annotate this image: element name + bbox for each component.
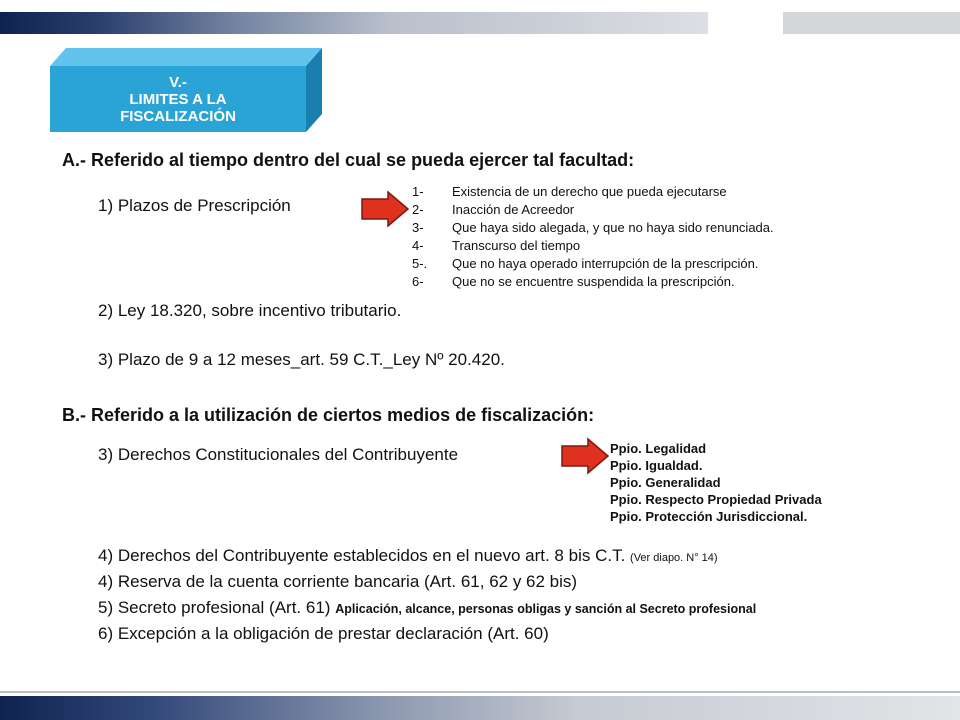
list-item: 1- Existencia de un derecho que pueda ejecutarse (412, 184, 727, 199)
list-item: Ppio. Legalidad (610, 441, 707, 456)
list-item: 6- Que no se encuentre suspendida la prescripción. (412, 274, 735, 289)
section-title-box (50, 48, 322, 132)
item-5-note: Aplicación, alcance, personas obligas y sanción al Secreto profesional (335, 602, 757, 616)
section-b-heading: B.- Referido a la utilización de ciertos medios de fiscalización: (62, 405, 595, 425)
constitutional-principles-list (610, 440, 822, 525)
item-4a-note: (Ver diapo. N° 14) (630, 552, 718, 564)
section-a-item-1: 1) Plazos de Prescripción (98, 196, 291, 215)
prescription-requirements-list (412, 183, 774, 291)
list-item: 5-. Que no haya operado interrupción de la prescripción. (412, 256, 759, 271)
arrow-right-icon (560, 437, 610, 475)
title-line-2: LIMITES A LA (129, 90, 227, 108)
section-a-item-3: 3) Plazo de 9 a 12 meses_art. 59 C.T._Ley Nº 20.420. (98, 350, 505, 369)
section-a-heading: A.- Referido al tiempo dentro del cual se pueda ejercer tal facultad: (62, 150, 635, 170)
section-b-item-3: 3) Derechos Constitucionales del Contribuyente (98, 445, 459, 464)
title-box-text (50, 66, 306, 132)
item-4a-text: 4) Derechos del Contribuyente establecidos en el nuevo art. 8 bis C.T. (98, 546, 626, 565)
top-right-decorative-bar (783, 12, 960, 34)
list-item: Ppio. Protección Jurisdiccional. (610, 509, 808, 524)
title-line-1: V.- (169, 73, 187, 91)
list-item: 3- Que haya sido alegada, y que no haya sido renunciada. (412, 220, 774, 235)
section-b-item-4a (98, 546, 718, 566)
list-item: 2- Inacción de Acreedor (412, 202, 575, 217)
list-item: 4- Transcurso del tiempo (412, 238, 581, 253)
section-b-item-5 (98, 598, 756, 618)
bottom-divider-line (0, 691, 960, 693)
list-item: Ppio. Igualdad. (610, 458, 703, 473)
title-box-top-face (50, 48, 322, 66)
section-b-item-6: 6) Excepción a la obligación de prestar declaración (Art. 60) (98, 624, 549, 643)
title-line-3: FISCALIZACIÓN (120, 107, 236, 125)
list-item: Ppio. Generalidad (610, 475, 721, 490)
bottom-decorative-bar (0, 696, 960, 720)
section-a-item-2: 2) Ley 18.320, sobre incentivo tributario. (98, 301, 402, 320)
arrow-right-icon (360, 190, 410, 228)
list-item: Ppio. Respecto Propiedad Privada (610, 492, 822, 507)
section-b-item-4b: 4) Reserva de la cuenta corriente bancaria (Art. 61, 62 y 62 bis) (98, 572, 578, 591)
item-5-text: 5) Secreto profesional (Art. 61) (98, 598, 331, 617)
top-decorative-bar (0, 12, 708, 34)
